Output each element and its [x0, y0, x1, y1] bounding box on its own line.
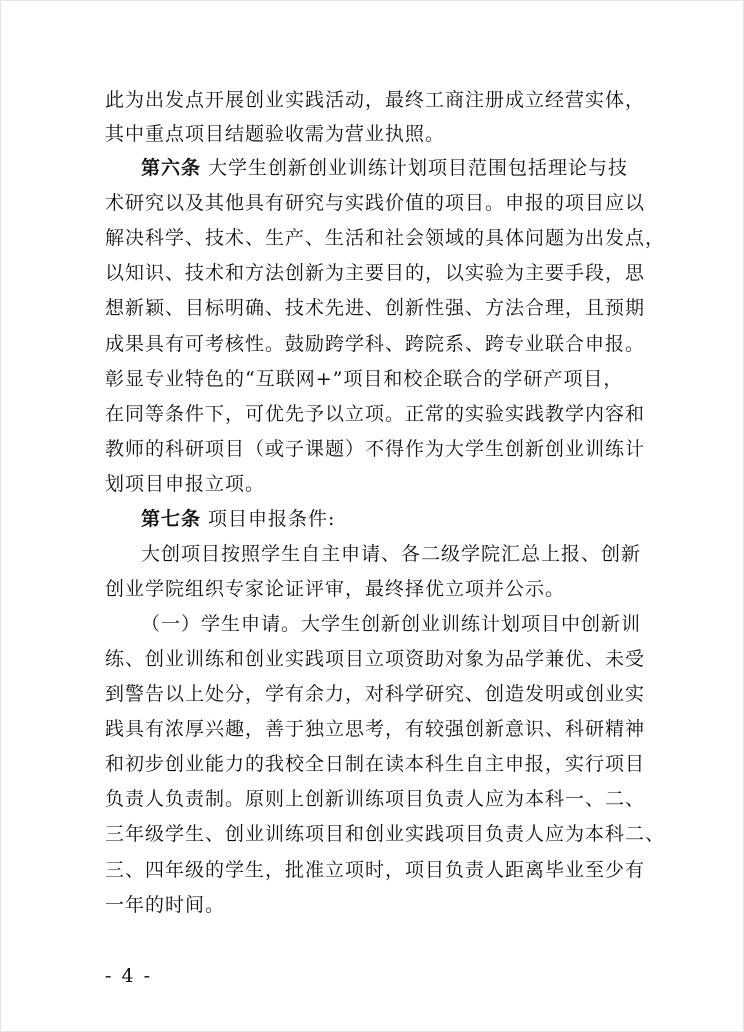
article-7-text: 项目申报条件:	[201, 508, 336, 530]
body-line-15: 创业学院组织专家论证评审，最终择优立项并公示。	[105, 578, 566, 600]
body-line-1: 此为出发点开展创业实践活动，最终工商注册成立经营实体，	[105, 89, 646, 111]
article-6-first-line	[141, 155, 628, 181]
body-line-20: 和初步创业能力的我校全日制在读本科生自主申报，实行项目	[105, 753, 646, 775]
body-line-4: 术研究以及其他具有研究与实践价值的项目。申报的项目应以	[105, 192, 646, 214]
body-line-24: 一年的时间。	[105, 894, 226, 916]
article-6-heading: 第六条	[141, 157, 202, 179]
body-line-21: 负责人负责制。原则上创新训练项目负责人应为本科一、二、	[105, 788, 646, 810]
body-line-19: 践具有浓厚兴趣，善于独立思考，有较强创新意识、科研精神	[105, 718, 646, 740]
body-line-16: （一）学生申请。大学生创新创业训练计划项目中创新训	[141, 613, 642, 635]
page-number: - 4 -	[105, 965, 153, 987]
body-line-11: 教师的科研项目（或子课题）不得作为大学生创新创业训练计	[105, 438, 646, 460]
body-line-17: 练、创业训练和创业实践项目立项资助对象为品学兼优、未受	[105, 648, 646, 670]
body-line-6: 以知识、技术和方法创新为主要目的，以实验为主要手段，思	[105, 262, 646, 284]
body-line-8: 成果具有可考核性。鼓励跨学科、跨院系、跨专业联合申报。	[105, 333, 646, 355]
body-line-18: 到警告以上处分，学有余力，对科学研究、创造发明或创业实	[105, 683, 646, 705]
body-line-9: 彰显专业特色的“互联网+”项目和校企联合的学研产项目，	[105, 368, 624, 390]
body-line-12: 划项目申报立项。	[105, 473, 266, 495]
body-line-14: 大创项目按照学生自主申请、各二级学院汇总上报、创新	[141, 543, 642, 565]
article-7-heading: 第七条	[141, 508, 202, 530]
article-6-text: 大学生创新创业训练计划项目范围包括理论与技	[201, 157, 629, 179]
body-line-2: 其中重点项目结题验收需为营业执照。	[105, 123, 446, 145]
body-line-5: 解决科学、技术、生产、生活和社会领域的具体问题为出发点，	[105, 227, 666, 249]
body-line-22: 三年级学生、创业训练项目和创业实践项目负责人应为本科二、	[105, 823, 666, 845]
body-line-10: 在同等条件下，可优先予以立项。正常的实验实践教学内容和	[105, 403, 646, 425]
article-7-first-line	[141, 506, 335, 532]
body-line-23: 三、四年级的学生，批准立项时，项目负责人距离毕业至少有	[105, 859, 646, 881]
body-line-7: 想新颖、目标明确、技术先进、创新性强、方法合理，且预期	[105, 297, 646, 319]
